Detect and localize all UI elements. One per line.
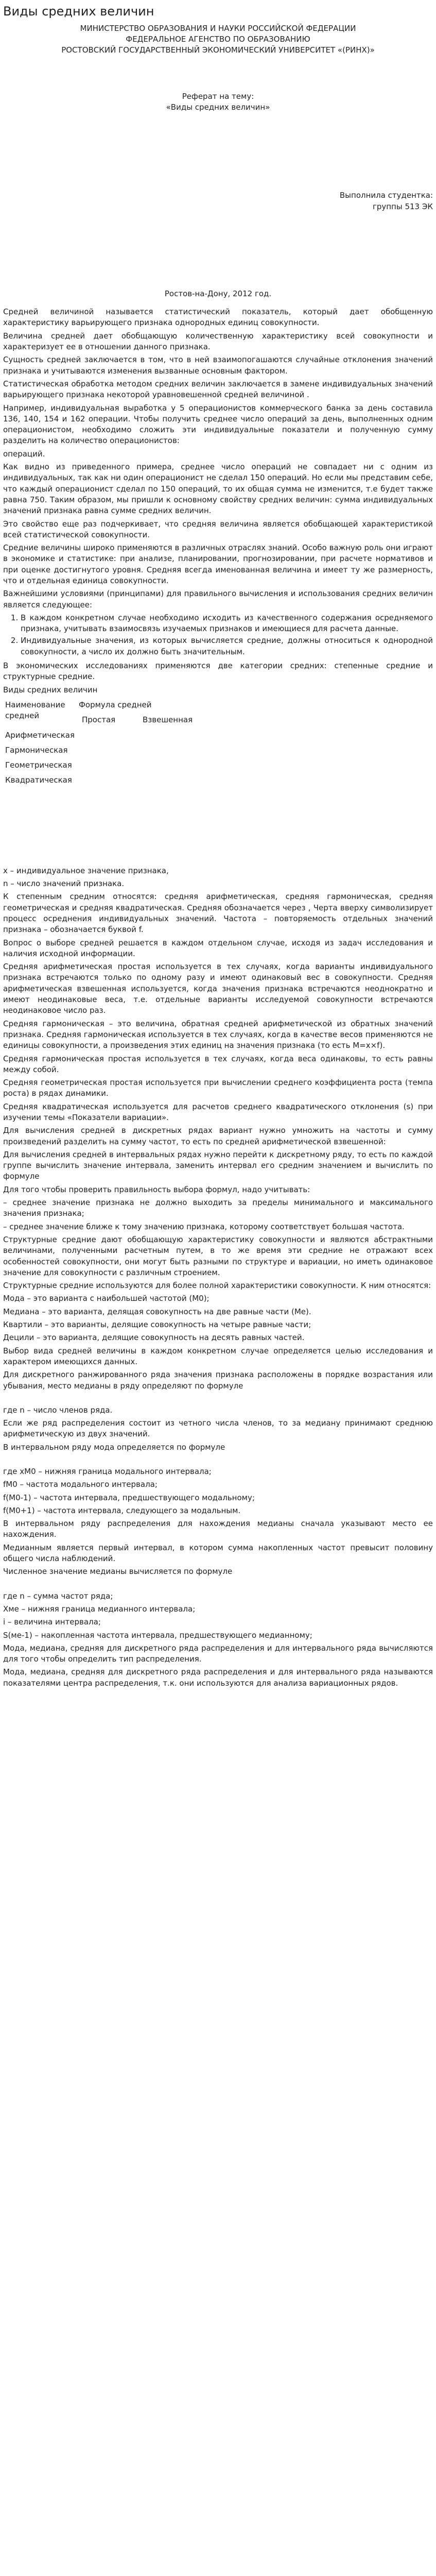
table-header-name: Наименование средней [5,700,65,721]
paragraph: В экономических исследованиях применяются две категории средних: степенные средние и структурные средние. [3,661,433,682]
paragraph: Структурные средние используются для более полной характеристики совокупности. К ним относятся: [3,1281,431,1291]
average-types-table [3,698,201,788]
paragraph: Средняя гармоническая простая используется в тех случаях, когда веса одинаковы, то есть равны между собой. [3,1054,433,1074]
paragraph: Квартили – это варианты, делящие совокупность на четыре равные части; [3,1320,311,1330]
paragraph: Мода, медиана, средняя для дискретного ряда распределения и для интервального ряда вычисляются для того чтобы определить тип распределения. [3,1643,433,1664]
paragraph: Сущность средней заключается в том, что в ней взаимопогашаются случайные отклонения значений признака и учитываются изменения вызванные основным фактором. [3,355,433,376]
essay-title: «Виды средних величин» [166,102,270,112]
paragraph: Численное значение медианы вычисляется по формуле [3,1567,233,1577]
author-label: Выполнила студентка: [339,191,433,200]
notation: S(ме-1) – накопленная частота интервала, предшествующего медианному; [3,1630,312,1640]
paragraph: Величина средней дает обобщающую количественную характеристику всей совокупности и характеризует ее в отношении данного признака. [3,331,433,352]
paragraph: К степенным средним относятся: средняя арифметическая, средняя гармоническая, средняя геометрическая и средняя квадратическая. Средняя обозначается через , Черта вверху символизирует процесс осреднения индивидуальных значений. Частота – повторяемость отдельных значений признака – обозначается буквой f. [3,892,433,935]
table-row: Арифметическая [5,730,75,740]
paragraph: В интервальном ряду мода определяется по формуле [3,1442,225,1452]
city-year: Ростов-на-Дону, 2012 год. [164,289,272,298]
paragraph: Статистическая обработка методом средних величин заключается в замене индивидуальных значений варьирующего признака некоторой уравновешенной средней величиной . [3,379,433,400]
paragraph: Для вычисления средней в дискретных рядах вариант нужно умножить на частоты и сумму произведений разделить на сумму частот, то есть по средней арифметической взвешенной: [3,1126,433,1146]
paragraph: Медиана – это варианта, делящая совокупность на две равные части (Ме). [3,1307,311,1316]
header-line: РОСТОВСКИЙ ГОСУДАРСТВЕННЫЙ ЭКОНОМИЧЕСКИЙ УНИВЕРСИТЕТ «(РИНХ)» [61,45,375,55]
ministry-header [3,23,433,56]
paragraph: Если же ряд распределения состоит из четного числа членов, то за медиану принимают среднюю арифметическую из двух значений. [3,1418,433,1439]
paragraph: – среднее значение признака не должно выходить за пределы минимального и максимального значения признака; [3,1198,433,1218]
notation: f(M0-1) – частота интервала, предшествующего модальному; [3,1493,255,1502]
notation: f(M0+1) – частота интервала, следующего за модальным. [3,1505,241,1515]
notation: n – число значений признака. [3,879,125,889]
paragraph: Децили – это варианта, делящие совокупность на десять равных частей. [3,1333,305,1343]
paragraph: Это свойство еще раз подчеркивает, что средняя величина является обобщающей характеристикой всей статистической совокупности. [3,519,433,539]
list-item: 2. Индивидуальные значения, из которых вычисляется средние, должны относиться к однородной совокупности, а число их должно быть значительным. [21,635,433,657]
notation: x – индивидуальное значение признака, [3,866,169,875]
list-item: 1. В каждом конкретном случае необходимо исходить из качественного содержания осредняемого признака, учитывать взаимосвязь изучаемых признаков и имеющиеся для расчета данные. [21,613,433,635]
paragraph: Мода, медиана, средняя для дискретного ряда распределения и для интервального ряда называются показателями центра распределения, т.к. они используются для анализа вариационных рядов. [3,1667,433,1688]
table-row: Геометрическая [5,760,72,770]
paragraph: Мода – это варианта с наибольшей частотой (М0); [3,1294,210,1303]
paragraph: Средние величины широко применяются в различных отраслях знаний. Особо важную роль они играют в экономике и статистике: при анализе, планировании, прогнозировании, при расчете нормативов и при оценке достигнутого уровня. Средняя всегда именованная величина и имеет ту же размерность, что и отдельная единица совокупности. [3,543,433,585]
paragraph: Выбор вида средней величины в каждом конкретном случае определяется целью исследования и характером имеющихся данных. [3,1346,433,1366]
header-line: МИНИСТЕРСТВО ОБРАЗОВАНИЯ И НАУКИ РОССИЙСКОЙ ФЕДЕРАЦИИ [80,23,356,33]
author-info [3,190,433,212]
paragraph: Как видно из приведенного примера, среднее число операций не совпадает ни с одним из индивидуальных, так как ни один операционист не сделал 150 операций. Но если мы представим себе, что каждый операционист сделал по 150 операций, то их общая сумма не изменится, т.е будет также равна 750. Таким образом, мы пришли к основному свойству средних величин: сумма индивидуальных значений признака равна сумме средних величин. [3,462,433,516]
paragraph: Средняя квадратическая используется для расчетов среднего квадратического отклонения (s) при изучении темы «Показатели вариации». [3,1101,433,1122]
paragraph: операций. [3,449,45,459]
table-row: Квадратическая [5,775,72,785]
table-caption: Виды средних величин [3,685,98,694]
paragraph: – среднее значение ближе к тому значению признака, которому соответствует большая частота. [3,1222,405,1231]
essay-topic [3,91,433,113]
paragraph: Средней величиной называется статистический показатель, который дает обобщенную характеристику варьирующего признака однородных единиц совокупности. [3,307,433,328]
paragraph: Для того чтобы проверить правильность выбора формул, надо учитывать: [3,1184,310,1194]
document-title: Виды средних величин [3,4,154,19]
notation: fM0 – частота модального интервала; [3,1480,158,1489]
paragraph: Средняя геометрическая простая используется при вычислении среднего коэффициента роста (темпа роста) в рядах динамики. [3,1078,433,1098]
paragraph: Важнейшими условиями (принципами) для правильного вычисления и использования средних величин является следующее: [3,589,433,609]
paragraph: Структурные средние дают обобщающую характеристику совокупности и являются абстрактными величинами, полученными расчетным путем, в то же время эти средние не отражают всех особенностей совокупности, они могут быть разными по структуре и вариации, но иметь одинаковое значение для совокупности с различным строением. [3,1234,433,1277]
notation: где xM0 – нижняя граница модального интервала; [3,1467,212,1476]
paragraph: Например, индивидуальная выработка у 5 операционистов коммерческого банка за день составила 136, 140, 154 и 162 операции. Чтобы получить среднее число операций за день, выполненных одним операционистом, необходимо сложить эти индивидуальные показатели и полученную сумму разделить на количество операционистов: [3,403,433,446]
table-row: Гармоническая [5,745,68,755]
notation: где n – сумма частот ряда; [3,1591,113,1601]
notation: Xме – нижняя граница медианного интервала; [3,1604,196,1614]
paragraph: Средняя гармоническая – это величина, обратная средней арифметической из обратных значений признака. Средняя гармоническая используется в тех случаях, когда в качестве весов применяются не единицы совокупности, а произведения этих единиц на значения признака (то есть M=x×f). [3,1019,433,1050]
table-header-simple: Простая [82,715,116,725]
table-header-formula: Формула средней [79,700,152,709]
header-line: ФЕДЕРАЛЬНОЕ АГЕНСТВО ПО ОБРАЗОВАНИЮ [126,35,310,44]
notation: i – величина интервала; [3,1617,101,1627]
paragraph: где n – число членов ряда. [3,1405,113,1415]
paragraph: В интервальном ряду распределения для нахождения медианы сначала указывают место ее нахождения. [3,1519,433,1539]
paragraph: Средняя арифметическая простая используется в тех случаях, когда варианты индивидуального признака встречаются только по одному разу и имеют одинаковый вес в совокупности. Средняя арифметическая взвешенная используется, когда значения признака встречаются неоднократно и имеют неодинаковые веса, т.е. отдельные варианты исследуемой совокупности встречаются неодинаковое число раз. [3,962,433,1015]
author-group: группы 513 ЭК [372,201,433,211]
paragraph: Для вычисления средней в интервальных рядах нужно перейти к дискретному ряду, то есть по каждой группе вычислить значение интервала, заменить интервал его средним значением и вычислить по формуле [3,1149,433,1181]
conditions-list [3,613,433,657]
paragraph: Медианным является первый интервал, в котором сумма накопленных частот превысит половину общего числа наблюдений. [3,1543,433,1564]
table-header-weighted: Взвешенная [143,715,193,725]
essay-label: Реферат на тему: [182,91,254,101]
paragraph: Для дискретного ранжированного ряда значения признака расположены в порядке возрастания или убывания, место медианы в ряду определяют по формуле [3,1370,433,1391]
paragraph: Вопрос о выборе средней решается в каждом отдельном случае, исходя из задач исследования и наличия исходной информации. [3,938,433,958]
